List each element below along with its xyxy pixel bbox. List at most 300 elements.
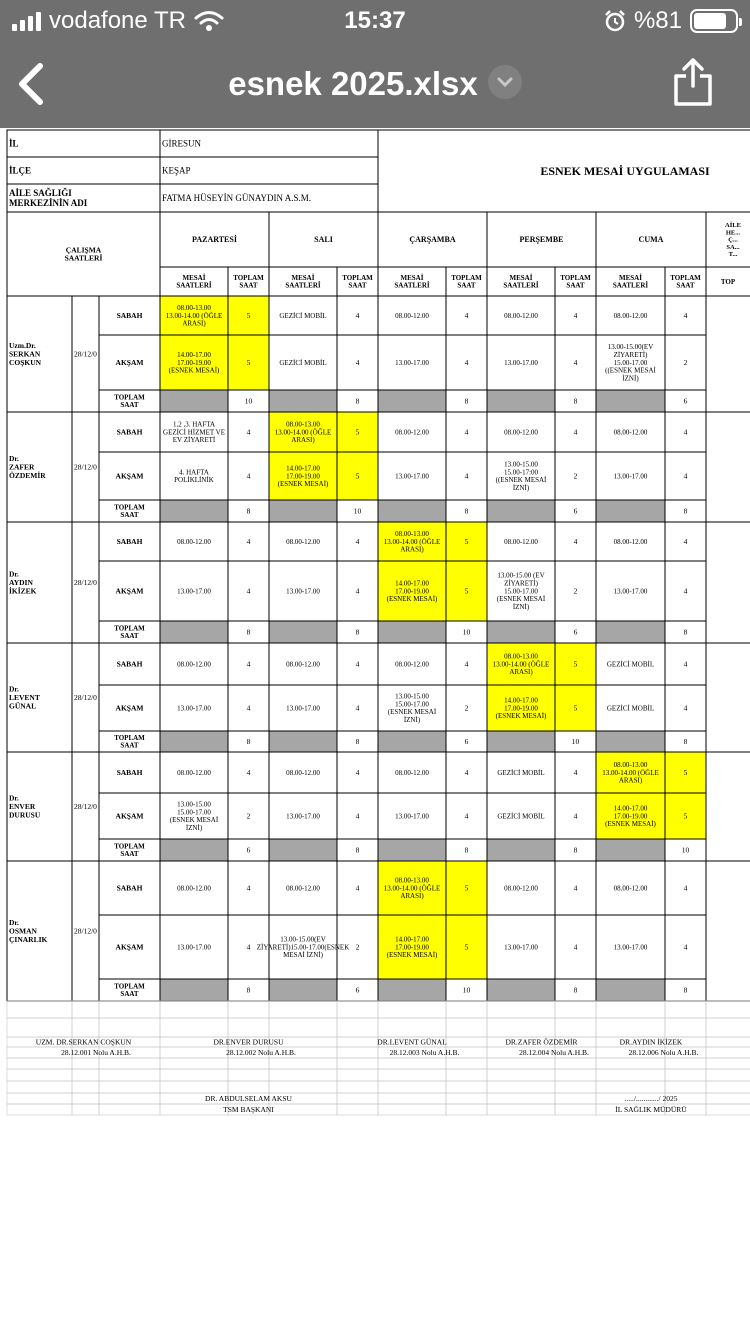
footer-grid-cell[interactable] (446, 1037, 487, 1047)
doctor-name: Dr. LEVENT GÜNAL (9, 684, 40, 711)
total-blank-cell[interactable] (596, 621, 665, 643)
total-blank-cell[interactable] (378, 839, 446, 861)
sabah-hours: 5 (573, 659, 578, 669)
sabah-schedule: 08.00-12.00 (286, 768, 320, 777)
footer-grid-cell[interactable] (228, 1069, 269, 1081)
total-blank-cell[interactable] (487, 839, 555, 861)
footer-grid-cell[interactable] (269, 1104, 337, 1115)
sabah-schedule: GEZİCİ MOBİL (279, 311, 327, 320)
footer-grid-cell[interactable] (72, 1104, 99, 1115)
footer-grid-cell[interactable] (7, 1081, 72, 1093)
aksam-schedule: 13.00-17.00 (395, 812, 429, 821)
footer-grid-cell[interactable] (706, 1058, 750, 1069)
sabah-schedule: 08.00-12.00 (504, 884, 538, 893)
footer-grid-cell[interactable] (378, 1104, 446, 1115)
footer-grid-cell[interactable] (446, 1001, 487, 1018)
asm-label: AİLE SAĞLIĞI MERKEZİNİN ADI (9, 187, 88, 209)
aksam-hours: 4 (355, 703, 360, 713)
sabah-schedule: 08.00-12.00 (177, 768, 211, 777)
doctor-name: Dr. ENVER DURUSU (9, 793, 41, 820)
footer-grid-cell[interactable] (446, 1093, 487, 1104)
footer-grid-cell[interactable] (378, 1058, 446, 1069)
alarm-icon (604, 10, 626, 32)
total-blank-cell[interactable] (160, 731, 228, 752)
doctor-name: Dr. OSMAN ÇINARLIK (9, 918, 48, 944)
day-total: 8 (355, 627, 360, 637)
footer-grid-cell[interactable] (228, 1001, 269, 1018)
footer-grid-cell[interactable] (269, 1081, 337, 1093)
aksam-schedule: 13.00-15.00 (EV ZİYARETİ) 15.00-17.00 (ESNEK MESAİ İZNİ) (496, 571, 546, 611)
aksam-schedule: 13.00-15.00 15.00-17.00 (ESNEK MESAİ İZNİ) (387, 692, 437, 725)
footer-grid-cell[interactable] (596, 1058, 665, 1069)
date-blank: ...../............/ 2025 (624, 1093, 678, 1103)
date-label: 28/12/0 (74, 926, 97, 936)
aksam-hours: 2 (573, 586, 578, 596)
footer-grid-cell[interactable] (99, 1001, 160, 1018)
aksam-hours: 4 (246, 942, 251, 952)
sabah-hours: 4 (464, 767, 469, 777)
aksam-schedule: 13.00-17.00 (613, 943, 648, 952)
extra-cell[interactable] (706, 522, 750, 643)
aksam-hours: 2 (683, 357, 688, 367)
footer-grid-cell[interactable] (706, 1069, 750, 1081)
signature-name: DR.ENVER DURUSU (213, 1037, 284, 1047)
sabah-label: SABAH (116, 659, 143, 669)
signature-code: 28.12.003 Nolu A.H.B. (389, 1047, 460, 1057)
sabah-hours: 4 (464, 659, 469, 669)
aksam-schedule: 13.00-17.00 (177, 943, 211, 952)
footer-grid-cell[interactable] (99, 1058, 160, 1069)
footer-grid-cell[interactable] (665, 1058, 706, 1069)
footer-grid-cell[interactable] (160, 1069, 228, 1081)
aksam-schedule: 13.00-15.00 15.00-17.00 (ESNEK MESAİ İZNİ) (169, 800, 219, 833)
footer-grid-cell[interactable] (72, 1058, 99, 1069)
day-total: 8 (683, 506, 688, 516)
sabah-hours: 4 (464, 427, 469, 437)
aksam-schedule: 13.00-17.00 (504, 358, 538, 367)
calisma-header: ÇALIŞMA SAATLERİ (64, 245, 103, 263)
total-blank-cell[interactable] (269, 979, 337, 1001)
total-blank-cell[interactable] (596, 731, 665, 752)
footer-grid-cell[interactable] (706, 1047, 750, 1058)
sabah-label: SABAH (116, 427, 143, 437)
footer-grid-cell[interactable] (228, 1018, 269, 1037)
footer-grid-cell[interactable] (706, 1037, 750, 1047)
total-blank-cell[interactable] (378, 731, 446, 752)
sabah-hours: 4 (683, 536, 688, 546)
toplam-saat-label: TOPLAM SAAT (114, 982, 145, 999)
footer-grid-cell[interactable] (665, 1001, 706, 1018)
footer-grid-cell[interactable] (337, 1001, 378, 1018)
footer-grid-cell[interactable] (337, 1069, 378, 1081)
footer-grid-cell[interactable] (99, 1069, 160, 1081)
footer-grid-cell[interactable] (446, 1069, 487, 1081)
extra-cell[interactable] (706, 412, 750, 522)
footer-grid-cell[interactable] (555, 1018, 596, 1037)
sabah-hours: 4 (246, 536, 251, 546)
footer-grid-cell[interactable] (706, 1104, 750, 1115)
footer-grid-cell[interactable] (269, 1069, 337, 1081)
footer-grid-cell[interactable] (269, 1018, 337, 1037)
footer-grid-cell[interactable] (706, 1093, 750, 1104)
aksam-schedule: 4. HAFTA POLİKLİNİK (174, 468, 214, 485)
footer-grid-cell[interactable] (487, 1058, 555, 1069)
aksam-schedule: 14.00-17.00 17.00-19.00 (ESNEK MESAİ) (168, 350, 220, 375)
aksam-schedule: 14.00-17.00 17.00-19.00 (ESNEK MESAİ) (495, 696, 547, 721)
footer-grid-cell[interactable] (596, 1018, 665, 1037)
footer-grid-cell[interactable] (706, 1001, 750, 1018)
sabah-hours: 5 (246, 310, 251, 320)
footer-grid-cell[interactable] (596, 1001, 665, 1018)
day-total: 8 (246, 627, 251, 637)
carrier: vodafone TR (49, 7, 186, 34)
day-total: 6 (573, 506, 578, 516)
footer-grid-cell[interactable] (665, 1069, 706, 1081)
footer-grid-cell[interactable] (99, 1104, 160, 1115)
sabah-hours: 4 (683, 883, 688, 893)
aksam-schedule: 14.00-17.00 17.00-19.00 (ESNEK MESAİ) (277, 464, 329, 489)
total-blank-cell[interactable] (269, 500, 337, 522)
day-total: 8 (683, 985, 688, 995)
day-total: 8 (246, 506, 251, 516)
day-total: 6 (246, 845, 251, 855)
footer-grid-cell[interactable] (446, 1058, 487, 1069)
extra-cell[interactable] (706, 861, 750, 1001)
footer-grid-cell[interactable] (378, 1001, 446, 1018)
total-blank-cell[interactable] (487, 979, 555, 1001)
footer-grid-cell[interactable] (160, 1104, 228, 1115)
day-total: 8 (246, 736, 251, 746)
footer-grid-cell[interactable] (555, 1093, 596, 1104)
aksam-hours: 4 (683, 471, 688, 481)
sabah-label: SABAH (116, 310, 143, 320)
spreadsheet-grid (0, 128, 750, 1128)
footer-grid-cell[interactable] (555, 1058, 596, 1069)
aksam-label: AKŞAM (115, 357, 144, 367)
tsm-title: TSM BAŞKANI (223, 1104, 274, 1114)
aksam-hours: 4 (464, 811, 469, 821)
signature-code: 28.12.006 Nolu A.H.B. (628, 1047, 699, 1057)
spreadsheet-view[interactable] (0, 128, 750, 1334)
footer-grid-cell[interactable] (7, 1104, 72, 1115)
footer-grid-cell[interactable] (446, 1018, 487, 1037)
mudur-title: İL SAĞLIK MÜDÜRÜ (615, 1104, 687, 1114)
total-blank-cell[interactable] (160, 839, 228, 861)
footer-grid-cell[interactable] (487, 1093, 555, 1104)
footer-grid-cell[interactable] (555, 1104, 596, 1115)
day-total: 8 (464, 396, 469, 406)
footer-grid-cell[interactable] (378, 1093, 446, 1104)
aksam-schedule: 13.00-17.00 (177, 587, 211, 596)
sabah-hours: 4 (355, 767, 360, 777)
aksam-label: AKŞAM (115, 811, 144, 821)
sabah-schedule: 08.00-12.00 (504, 428, 538, 437)
footer-grid-cell[interactable] (337, 1081, 378, 1093)
total-blank-cell[interactable] (269, 390, 337, 412)
footer-grid-cell[interactable] (228, 1081, 269, 1093)
footer-grid-cell[interactable] (160, 1058, 228, 1069)
total-blank-cell[interactable] (160, 390, 228, 412)
footer-grid-cell[interactable] (487, 1069, 555, 1081)
footer-grid-cell[interactable] (160, 1001, 228, 1018)
footer-grid-cell[interactable] (7, 1069, 72, 1081)
footer-grid-cell[interactable] (337, 1037, 378, 1047)
sabah-schedule: 08.00-12.00 (504, 311, 538, 320)
sabah-hours: 5 (683, 767, 688, 777)
sabah-schedule: 1,2 ,3. HAFTA GEZİCİ HİZMET VE EV ZİYARETİ (163, 420, 225, 445)
share-icon[interactable] (672, 56, 714, 108)
total-blank-cell[interactable] (487, 731, 555, 752)
footer-grid-cell[interactable] (596, 1069, 665, 1081)
day-total: 10 (353, 506, 362, 516)
footer-grid-cell[interactable] (706, 1018, 750, 1037)
sub-header-toplam: TOPLAM SAAT (670, 273, 701, 290)
label-cell-il[interactable] (7, 130, 160, 157)
footer-grid-cell[interactable] (72, 1093, 99, 1104)
total-blank-cell[interactable] (487, 621, 555, 643)
aksam-hours: 5 (464, 586, 469, 596)
aksam-schedule: 14.00-17.00 17.00-19.00 (ESNEK MESAİ) (386, 935, 438, 960)
aksam-hours: 4 (464, 357, 469, 367)
footer-grid-cell[interactable] (99, 1093, 160, 1104)
footer-grid-cell[interactable] (555, 1081, 596, 1093)
footer-grid-cell[interactable] (487, 1081, 555, 1093)
aksam-hours: 4 (683, 942, 688, 952)
footer-grid-cell[interactable] (72, 1081, 99, 1093)
status-right (604, 8, 738, 34)
aksam-schedule: 13.00-17.00 (286, 587, 320, 596)
day-total: 8 (683, 627, 688, 637)
total-blank-cell[interactable] (487, 500, 555, 522)
sabah-schedule: 08.00-13.00 13.00-14.00 (ÖĞLE ARASI) (602, 760, 659, 785)
footer-grid-cell[interactable] (228, 1058, 269, 1069)
sabah-hours: 4 (246, 883, 251, 893)
chevron-down-icon[interactable] (488, 65, 522, 99)
aksam-hours: 2 (573, 471, 578, 481)
toplam-saat-label: TOPLAM SAAT (114, 503, 145, 520)
footer-grid-cell[interactable] (7, 1093, 72, 1104)
footer-grid-cell[interactable] (487, 1001, 555, 1018)
day-total: 8 (246, 985, 251, 995)
sabah-hours: 4 (464, 310, 469, 320)
footer-grid-cell[interactable] (269, 1001, 337, 1018)
footer-grid-cell[interactable] (7, 1018, 72, 1037)
footer-grid-cell[interactable] (269, 1058, 337, 1069)
aksam-hours: 4 (573, 811, 578, 821)
footer-grid-cell[interactable] (378, 1081, 446, 1093)
footer-grid-cell[interactable] (337, 1047, 378, 1058)
footer-grid-cell[interactable] (378, 1018, 446, 1037)
sabah-hours: 4 (246, 659, 251, 669)
sabah-hours: 4 (573, 536, 578, 546)
tsm-name: DR. ABDULSELAM AKSU (205, 1093, 292, 1103)
sabah-hours: 4 (355, 310, 360, 320)
aksam-schedule: 14.00-17.00 17.00-19.00 (ESNEK MESAİ) (386, 579, 438, 604)
footer-grid-cell[interactable] (7, 1058, 72, 1069)
aksam-hours: 5 (683, 811, 688, 821)
sabah-hours: 4 (573, 883, 578, 893)
footer-grid-cell[interactable] (337, 1018, 378, 1037)
sabah-label: SABAH (116, 883, 143, 893)
footer-grid-cell[interactable] (446, 1104, 487, 1115)
extra-cell[interactable] (706, 643, 750, 752)
total-blank-cell[interactable] (160, 621, 228, 643)
date-label: 28/12/0 (74, 349, 97, 359)
footer-grid-cell[interactable] (378, 1069, 446, 1081)
day-total: 8 (573, 985, 578, 995)
sabah-schedule: 08.00-12.00 (504, 537, 538, 546)
value-cell-ilce[interactable] (160, 157, 378, 184)
footer-grid-cell[interactable] (7, 1001, 72, 1018)
total-blank-cell[interactable] (160, 979, 228, 1001)
footer-grid-cell[interactable] (446, 1081, 487, 1093)
document-title-button[interactable] (0, 64, 750, 104)
aksam-hours: 4 (355, 357, 360, 367)
total-blank-cell[interactable] (378, 979, 446, 1001)
footer-grid-cell[interactable] (487, 1104, 555, 1115)
total-blank-cell[interactable] (269, 621, 337, 643)
aksam-schedule: 13.00-15.00 15.00-17:00 ((ESNEK MESAİ İZNİ) (495, 460, 547, 493)
aksam-schedule: 14.00-17.00 17.00-19.00 (ESNEK MESAİ) (605, 804, 656, 829)
day-total: 8 (355, 396, 360, 406)
total-blank-cell[interactable] (378, 390, 446, 412)
footer-grid-cell[interactable] (160, 1047, 228, 1058)
footer-grid-cell[interactable] (596, 1081, 665, 1093)
total-blank-cell[interactable] (596, 839, 665, 861)
aksam-schedule: 13.00-15.00(EV ZİYARETİ)15.00-17.00(ESNEK MESAİ İZNİ) (256, 935, 350, 960)
day-total: 10 (571, 736, 580, 746)
day-total: 8 (683, 736, 688, 746)
extra-header: AİLE HE... Ç... SA... T... (725, 222, 741, 259)
footer-grid-cell[interactable] (337, 1093, 378, 1104)
il-value: GİRESUN (162, 138, 202, 149)
day-total: 8 (464, 506, 469, 516)
footer-grid-cell[interactable] (160, 1081, 228, 1093)
aksam-label: AKŞAM (115, 586, 144, 596)
doctor-name: Dr. ZAFER ÖZDEMİR (9, 454, 46, 480)
aksam-hours: 2 (246, 811, 251, 821)
ilce-value: KEŞAP (162, 165, 191, 176)
sabah-schedule: 08.00-12.00 (395, 660, 429, 669)
day-total: 8 (464, 845, 469, 855)
aksam-schedule: 13.00-17.00 (286, 812, 320, 821)
footer-grid-cell[interactable] (99, 1081, 160, 1093)
ilce-label: İLÇE (9, 165, 32, 176)
aksam-schedule: 13.00-17.00 (613, 472, 648, 481)
total-blank-cell[interactable] (378, 621, 446, 643)
total-blank-cell[interactable] (596, 390, 665, 412)
day-total: 10 (462, 985, 471, 995)
extra-sub: TOP (720, 277, 736, 286)
footer-grid-cell[interactable] (72, 1018, 99, 1037)
day-header: PERŞEMBE (519, 235, 564, 245)
footer-grid-cell[interactable] (337, 1058, 378, 1069)
sub-header-mesai: MESAİ SAATLERİ (285, 273, 321, 290)
aksam-hours: 4 (683, 586, 688, 596)
total-blank-cell[interactable] (596, 500, 665, 522)
day-total: 6 (683, 396, 688, 406)
extra-cell[interactable] (706, 296, 750, 412)
total-blank-cell[interactable] (596, 979, 665, 1001)
signature-code: 28.12.004 Nolu A.H.B. (519, 1047, 589, 1057)
aksam-hours: 2 (464, 703, 469, 713)
aksam-label: AKŞAM (115, 703, 144, 713)
footer-grid-cell[interactable] (487, 1018, 555, 1037)
signature-name: DR.ZAFER ÖZDEMİR (505, 1037, 578, 1047)
sabah-schedule: 08.00-12.00 (286, 537, 320, 546)
day-total: 6 (464, 736, 469, 746)
doctor-name: Uzm.Dr. SERKAN COŞKUN (9, 341, 42, 367)
aksam-label: AKŞAM (115, 471, 144, 481)
total-blank-cell[interactable] (378, 500, 446, 522)
sub-header-toplam: TOPLAM SAAT (560, 273, 591, 290)
sabah-hours: 4 (355, 536, 360, 546)
aksam-schedule: 13.00-17.00 (395, 358, 429, 367)
battery-icon (690, 9, 738, 33)
footer-grid-cell[interactable] (337, 1104, 378, 1115)
aksam-schedule: 13.00-17.00 (395, 472, 429, 481)
day-total: 10 (462, 627, 471, 637)
aksam-hours: 4 (355, 586, 360, 596)
total-blank-cell[interactable] (269, 839, 337, 861)
total-blank-cell[interactable] (487, 390, 555, 412)
day-total: 10 (244, 396, 253, 406)
footer-grid-cell[interactable] (665, 1081, 706, 1093)
toplam-saat-label: TOPLAM SAAT (114, 393, 145, 410)
sabah-hours: 4 (355, 883, 360, 893)
toplam-saat-label: TOPLAM SAAT (114, 733, 145, 750)
footer-grid-cell[interactable] (99, 1018, 160, 1037)
footer-grid-cell[interactable] (160, 1018, 228, 1037)
toplam-saat-label: TOPLAM SAAT (114, 624, 145, 641)
sabah-schedule: 08.00-12.00 (395, 428, 429, 437)
sheet-title: ESNEK MESAİ UYGULAMASI (540, 163, 710, 178)
aksam-hours: 4 (355, 811, 360, 821)
sabah-schedule: 08.00-13.00 13.00-14.00 (ÖĞLE ARASI) (383, 876, 441, 901)
total-blank-cell[interactable] (269, 731, 337, 752)
aksam-schedule: GEZİCİ MOBİL (279, 358, 327, 367)
day-total: 6 (355, 985, 360, 995)
aksam-schedule: 13.00-17.00 (613, 587, 648, 596)
day-total: 8 (573, 396, 578, 406)
sabah-hours: 5 (464, 536, 469, 546)
sabah-schedule: 08.00-12.00 (613, 428, 648, 437)
footer-grid-cell[interactable] (665, 1018, 706, 1037)
sabah-hours: 4 (246, 767, 251, 777)
day-header: PAZARTESİ (192, 235, 237, 245)
aksam-hours: 4 (573, 942, 578, 952)
footer-grid-cell[interactable] (706, 1081, 750, 1093)
footer-grid-cell[interactable] (555, 1001, 596, 1018)
sabah-schedule: 08.00-12.00 (177, 660, 211, 669)
total-blank-cell[interactable] (160, 500, 228, 522)
day-header: CUMA (638, 235, 664, 245)
sub-header-mesai: MESAİ SAATLERİ (612, 273, 649, 290)
sabah-hours: 4 (573, 310, 578, 320)
status-time: 15:37 (344, 7, 406, 34)
day-total: 8 (355, 736, 360, 746)
extra-cell[interactable] (706, 752, 750, 861)
sabah-schedule: 08.00-13.00 13.00-14.00 (ÖĞLE ARASI) (165, 303, 223, 328)
footer-grid-cell[interactable] (72, 1069, 99, 1081)
day-total: 6 (573, 627, 578, 637)
aksam-hours: 4 (246, 703, 251, 713)
sub-header-mesai: MESAİ SAATLERİ (394, 273, 430, 290)
aksam-schedule: 13.00-17.00 (504, 943, 538, 952)
footer-grid-cell[interactable] (555, 1069, 596, 1081)
day-total: 8 (355, 845, 360, 855)
footer-grid-cell[interactable] (72, 1001, 99, 1018)
